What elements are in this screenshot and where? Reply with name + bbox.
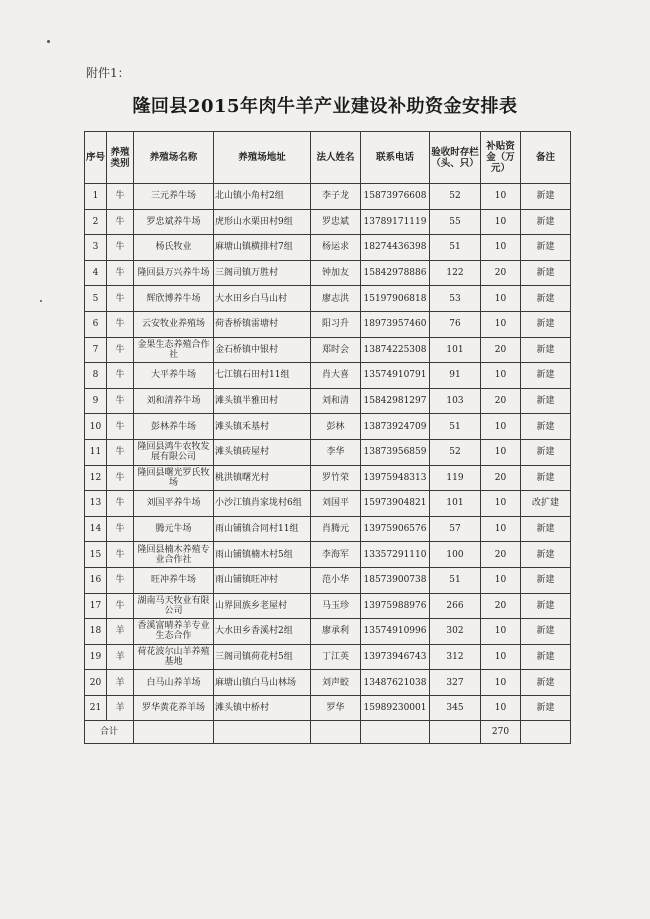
cell-type: 牛 (107, 260, 134, 286)
cell-phone: 13975948313 (361, 465, 430, 491)
cell-farm-address: 荷香桥镇雷塘村 (214, 311, 311, 337)
cell-seq: 14 (85, 516, 107, 542)
cell-phone: 13789171119 (361, 209, 430, 235)
document-title: 隆回县2015年肉牛羊产业建设补助资金安排表 (132, 96, 518, 117)
cell-remarks: 新建 (521, 439, 571, 465)
cell-subsidy: 10 (481, 491, 521, 517)
cell-stock: 101 (430, 337, 481, 363)
cell-remarks: 新建 (521, 465, 571, 491)
cell-type: 羊 (107, 619, 134, 645)
cell-farm-name: 杨氏牧业 (134, 235, 214, 261)
cell-type: 牛 (107, 363, 134, 389)
cell-seq: 12 (85, 465, 107, 491)
cell-seq: 2 (85, 209, 107, 235)
header-stock: 验收时存栏（头、只） (430, 132, 481, 184)
cell-legal-person: 刘和清 (311, 388, 361, 414)
cell-farm-name: 罗华黄花养羊场 (134, 695, 214, 721)
cell-legal-person: 钟加友 (311, 260, 361, 286)
table-row (85, 337, 571, 363)
attachment-label: 附件1： (86, 66, 130, 80)
cell-farm-address: 麻塘山镇白马山林场 (214, 670, 311, 696)
cell-remarks: 新建 (521, 567, 571, 593)
cell-farm-address: 雨山铺镇合同村11组 (214, 516, 311, 542)
cell-phone: 13873956859 (361, 439, 430, 465)
cell-farm-address: 三阁司镇万胜村 (214, 260, 311, 286)
cell-subsidy: 10 (481, 567, 521, 593)
cell-farm-name: 大平养牛场 (134, 363, 214, 389)
table-row (85, 286, 571, 312)
table-row (85, 567, 571, 593)
cell-subsidy: 20 (481, 388, 521, 414)
cell-type: 牛 (107, 491, 134, 517)
cell-farm-name: 白马山养羊场 (134, 670, 214, 696)
cell-seq: 11 (85, 439, 107, 465)
cell-remarks: 新建 (521, 311, 571, 337)
cell-phone: 13874225308 (361, 337, 430, 363)
cell-farm-name: 云安牧业养殖场 (134, 311, 214, 337)
total-empty-cell (430, 721, 481, 744)
cell-seq: 3 (85, 235, 107, 261)
cell-stock: 55 (430, 209, 481, 235)
total-value: 270 (481, 721, 521, 744)
cell-legal-person: 廖承利 (311, 619, 361, 645)
cell-subsidy: 20 (481, 542, 521, 568)
table-row (85, 184, 571, 210)
cell-phone: 13357291110 (361, 542, 430, 568)
cell-farm-address: 虎形山水栗田村9组 (214, 209, 311, 235)
cell-subsidy: 10 (481, 311, 521, 337)
total-empty-cell (521, 721, 571, 744)
cell-type: 牛 (107, 311, 134, 337)
cell-farm-name: 隆回县万兴养牛场 (134, 260, 214, 286)
cell-subsidy: 10 (481, 414, 521, 440)
cell-phone: 13487621038 (361, 670, 430, 696)
cell-seq: 7 (85, 337, 107, 363)
cell-type: 牛 (107, 542, 134, 568)
cell-farm-address: 山界回族乡老屋村 (214, 593, 311, 619)
table-row (85, 695, 571, 721)
header-type: 养殖类别 (107, 132, 134, 184)
cell-stock: 312 (430, 644, 481, 670)
cell-remarks: 新建 (521, 184, 571, 210)
cell-farm-name: 三元养牛场 (134, 184, 214, 210)
cell-seq: 18 (85, 619, 107, 645)
cell-phone: 13574910996 (361, 619, 430, 645)
cell-subsidy: 10 (481, 439, 521, 465)
cell-seq: 19 (85, 644, 107, 670)
cell-type: 牛 (107, 286, 134, 312)
cell-remarks: 新建 (521, 593, 571, 619)
cell-remarks: 新建 (521, 644, 571, 670)
cell-legal-person: 罗竹荣 (311, 465, 361, 491)
cell-seq: 16 (85, 567, 107, 593)
cell-subsidy: 10 (481, 670, 521, 696)
cell-subsidy: 10 (481, 184, 521, 210)
cell-seq: 20 (85, 670, 107, 696)
cell-type: 牛 (107, 184, 134, 210)
table-row (85, 542, 571, 568)
table-row (85, 260, 571, 286)
table-row (85, 363, 571, 389)
cell-remarks: 改扩建 (521, 491, 571, 517)
cell-farm-name: 隆回县楠木养殖专业合作社 (134, 542, 214, 568)
cell-farm-address: 金石桥镇中银村 (214, 337, 311, 363)
total-label: 合计 (85, 721, 134, 744)
cell-farm-address: 雨山铺镇旺冲村 (214, 567, 311, 593)
cell-subsidy: 20 (481, 465, 521, 491)
cell-seq: 17 (85, 593, 107, 619)
cell-seq: 15 (85, 542, 107, 568)
cell-stock: 52 (430, 439, 481, 465)
cell-remarks: 新建 (521, 260, 571, 286)
cell-legal-person: 罗华 (311, 695, 361, 721)
cell-legal-person: 李海军 (311, 542, 361, 568)
cell-stock: 122 (430, 260, 481, 286)
cell-phone: 13574910791 (361, 363, 430, 389)
cell-phone: 15197906818 (361, 286, 430, 312)
cell-subsidy: 10 (481, 695, 521, 721)
cell-type: 牛 (107, 209, 134, 235)
cell-type: 牛 (107, 516, 134, 542)
cell-subsidy: 20 (481, 337, 521, 363)
cell-legal-person: 廖志洪 (311, 286, 361, 312)
cell-stock: 327 (430, 670, 481, 696)
cell-subsidy: 10 (481, 619, 521, 645)
table-row (85, 491, 571, 517)
cell-remarks: 新建 (521, 516, 571, 542)
cell-legal-person: 李华 (311, 439, 361, 465)
cell-remarks: 新建 (521, 388, 571, 414)
header-seq: 序号 (85, 132, 107, 184)
cell-type: 牛 (107, 593, 134, 619)
cell-farm-name: 隆回县鸿牛农牧发展有限公司 (134, 439, 214, 465)
cell-type: 牛 (107, 414, 134, 440)
total-empty-cell (134, 721, 214, 744)
table-row (85, 414, 571, 440)
header-remarks: 备注 (521, 132, 571, 184)
scan-speck (47, 40, 50, 43)
cell-seq: 9 (85, 388, 107, 414)
total-row (85, 721, 571, 744)
cell-remarks: 新建 (521, 337, 571, 363)
table-header-row (85, 132, 571, 184)
cell-stock: 100 (430, 542, 481, 568)
header-legal-person: 法人姓名 (311, 132, 361, 184)
cell-remarks: 新建 (521, 670, 571, 696)
cell-phone: 15873976608 (361, 184, 430, 210)
table-row (85, 644, 571, 670)
cell-farm-name: 旺冲养牛场 (134, 567, 214, 593)
cell-stock: 51 (430, 235, 481, 261)
cell-farm-address: 滩头镇半雅田村 (214, 388, 311, 414)
cell-farm-address: 滩头镇禾基村 (214, 414, 311, 440)
cell-farm-address: 桃洪镇曙光村 (214, 465, 311, 491)
cell-farm-name: 金果生态养殖合作社 (134, 337, 214, 363)
cell-phone: 13873924709 (361, 414, 430, 440)
cell-type: 牛 (107, 567, 134, 593)
cell-seq: 4 (85, 260, 107, 286)
cell-remarks: 新建 (521, 619, 571, 645)
cell-legal-person: 李子龙 (311, 184, 361, 210)
cell-stock: 302 (430, 619, 481, 645)
cell-type: 羊 (107, 644, 134, 670)
scan-speck (40, 300, 42, 302)
header-phone: 联系电话 (361, 132, 430, 184)
cell-type: 牛 (107, 465, 134, 491)
cell-subsidy: 10 (481, 209, 521, 235)
cell-phone: 18274436398 (361, 235, 430, 261)
cell-stock: 52 (430, 184, 481, 210)
cell-stock: 103 (430, 388, 481, 414)
cell-subsidy: 10 (481, 363, 521, 389)
cell-remarks: 新建 (521, 235, 571, 261)
cell-legal-person: 肖大喜 (311, 363, 361, 389)
total-empty-cell (311, 721, 361, 744)
cell-phone: 15842978886 (361, 260, 430, 286)
cell-legal-person: 刘声蛟 (311, 670, 361, 696)
cell-remarks: 新建 (521, 286, 571, 312)
cell-stock: 51 (430, 567, 481, 593)
header-farm-name: 养殖场名称 (134, 132, 214, 184)
cell-stock: 119 (430, 465, 481, 491)
cell-subsidy: 10 (481, 235, 521, 261)
cell-legal-person: 郑时会 (311, 337, 361, 363)
cell-farm-address: 雨山铺镇楠木村5组 (214, 542, 311, 568)
cell-legal-person: 范小华 (311, 567, 361, 593)
cell-legal-person: 罗忠斌 (311, 209, 361, 235)
cell-subsidy: 10 (481, 644, 521, 670)
cell-legal-person: 马玉珍 (311, 593, 361, 619)
cell-type: 牛 (107, 439, 134, 465)
table-row (85, 311, 571, 337)
cell-legal-person: 刘国平 (311, 491, 361, 517)
table-row (85, 593, 571, 619)
cell-farm-address: 滩头镇砖屋村 (214, 439, 311, 465)
cell-phone: 13975988976 (361, 593, 430, 619)
cell-subsidy: 20 (481, 593, 521, 619)
cell-stock: 57 (430, 516, 481, 542)
cell-legal-person: 肖腾元 (311, 516, 361, 542)
table-row (85, 235, 571, 261)
cell-seq: 8 (85, 363, 107, 389)
cell-farm-name: 罗忠斌养牛场 (134, 209, 214, 235)
cell-stock: 51 (430, 414, 481, 440)
cell-farm-name: 荷花波尔山羊养殖基地 (134, 644, 214, 670)
cell-stock: 101 (430, 491, 481, 517)
cell-farm-name: 香溪富晴养羊专业生态合作 (134, 619, 214, 645)
cell-farm-address: 小沙江镇肖家垅村6组 (214, 491, 311, 517)
total-empty-cell (361, 721, 430, 744)
cell-stock: 345 (430, 695, 481, 721)
header-farm-address: 养殖场地址 (214, 132, 311, 184)
cell-farm-address: 滩头镇中桥村 (214, 695, 311, 721)
cell-seq: 21 (85, 695, 107, 721)
subsidy-table (84, 131, 571, 744)
cell-phone: 18973957460 (361, 311, 430, 337)
cell-remarks: 新建 (521, 363, 571, 389)
cell-legal-person: 杨运求 (311, 235, 361, 261)
cell-seq: 13 (85, 491, 107, 517)
table-row (85, 439, 571, 465)
cell-phone: 18573900738 (361, 567, 430, 593)
cell-type: 羊 (107, 695, 134, 721)
cell-type: 牛 (107, 388, 134, 414)
cell-farm-name: 刘和清养牛场 (134, 388, 214, 414)
cell-remarks: 新建 (521, 695, 571, 721)
cell-farm-address: 大水田乡白马山村 (214, 286, 311, 312)
cell-farm-address: 北山镇小角村2组 (214, 184, 311, 210)
cell-farm-name: 隆回县曙光罗氏牧场 (134, 465, 214, 491)
cell-phone: 15989230001 (361, 695, 430, 721)
cell-type: 牛 (107, 337, 134, 363)
cell-phone: 15973904821 (361, 491, 430, 517)
cell-legal-person: 彭林 (311, 414, 361, 440)
cell-phone: 13975906576 (361, 516, 430, 542)
cell-farm-name: 湖南马天牧业有限公司 (134, 593, 214, 619)
cell-farm-name: 彭林养牛场 (134, 414, 214, 440)
table-row (85, 670, 571, 696)
cell-seq: 6 (85, 311, 107, 337)
cell-farm-address: 麻塘山镇横排村7组 (214, 235, 311, 261)
cell-legal-person: 丁江英 (311, 644, 361, 670)
cell-remarks: 新建 (521, 542, 571, 568)
header-subsidy: 补贴资金（万元） (481, 132, 521, 184)
cell-stock: 91 (430, 363, 481, 389)
cell-stock: 53 (430, 286, 481, 312)
cell-type: 牛 (107, 235, 134, 261)
cell-stock: 266 (430, 593, 481, 619)
cell-farm-address: 三阁司镇荷花村5组 (214, 644, 311, 670)
table-row (85, 516, 571, 542)
total-empty-cell (214, 721, 311, 744)
cell-type: 羊 (107, 670, 134, 696)
table-row (85, 465, 571, 491)
cell-subsidy: 10 (481, 286, 521, 312)
cell-farm-address: 大水田乡香溪村2组 (214, 619, 311, 645)
cell-seq: 5 (85, 286, 107, 312)
cell-farm-address: 七江镇石田村11组 (214, 363, 311, 389)
cell-stock: 76 (430, 311, 481, 337)
table-row (85, 619, 571, 645)
cell-phone: 15842981297 (361, 388, 430, 414)
cell-seq: 10 (85, 414, 107, 440)
table-row (85, 388, 571, 414)
table-row (85, 209, 571, 235)
cell-subsidy: 10 (481, 516, 521, 542)
cell-legal-person: 阳习升 (311, 311, 361, 337)
cell-farm-name: 辉欣博养牛场 (134, 286, 214, 312)
cell-seq: 1 (85, 184, 107, 210)
cell-remarks: 新建 (521, 414, 571, 440)
cell-subsidy: 20 (481, 260, 521, 286)
cell-phone: 13973946743 (361, 644, 430, 670)
cell-farm-name: 刘国平养牛场 (134, 491, 214, 517)
cell-remarks: 新建 (521, 209, 571, 235)
cell-farm-name: 腾元牛场 (134, 516, 214, 542)
